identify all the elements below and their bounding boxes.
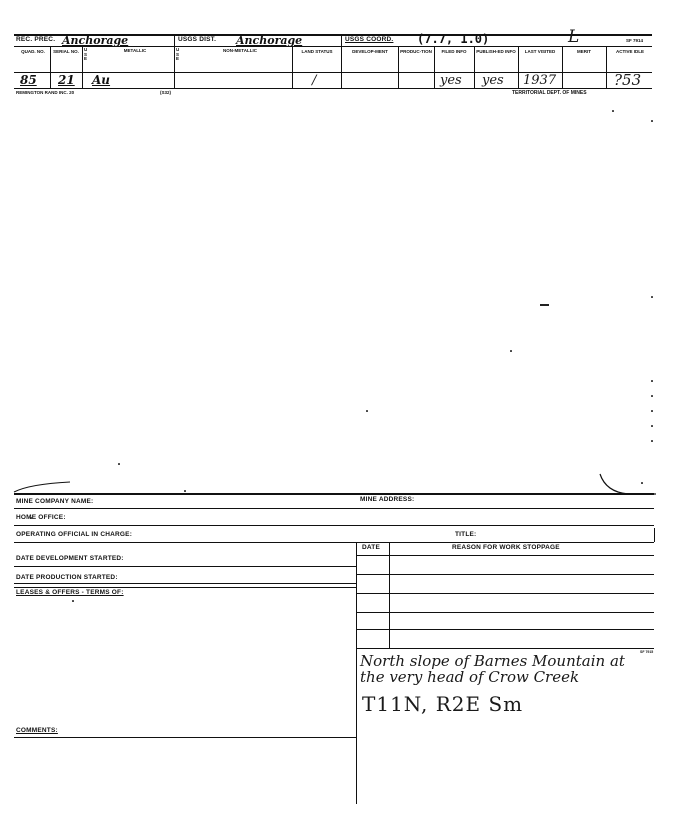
title-label: TITLE: [455,531,477,538]
handwritten-location-line-2: the very head of Crow Creek [360,668,580,686]
form-number-top: SF 7914 [626,38,644,43]
land-status-value: / [312,73,317,88]
col-filed-info: FILED INFO [441,49,467,54]
col-use-nonmetallic: U S E [176,47,180,62]
rec-prec-label: REC. PREC. [16,36,56,43]
date-column-header: DATE [362,544,381,551]
col-metallic: METALLIC [123,48,147,53]
department-name: TERRITORIAL DEPT. OF MINES [512,90,587,96]
metallic-value: Au [92,73,111,87]
reason-column-header: REASON FOR WORK STOPPAGE [452,544,560,551]
date-production-started-label: DATE PRODUCTION STARTED: [16,574,118,581]
col-non-metallic: NON-METALLIC [223,48,257,53]
printer-code: (S32) [160,90,172,95]
home-office-label: HOME OFFICE: [16,514,66,521]
scan-edge-curve [10,470,670,510]
handwritten-township-range: T11N, R2E Sm [362,692,524,716]
published-info-value: yes [482,73,504,88]
col-land-status: LAND STATUS [301,49,333,54]
printer-credit: REMINGTON RAND INC. 20 [16,90,75,95]
col-use-metallic: U S E [84,47,88,62]
col-published-info: PUBLISH-ED INFO [476,49,516,54]
quad-value: 85 [20,73,37,87]
last-visited-value: 1937 [523,73,557,88]
col-development: DEVELOP-MENT [352,49,388,54]
usgs-dist-label: USGS DIST. [178,36,217,43]
col-production: PRODUC-TION [400,49,432,54]
date-development-started-label: DATE DEVELOPMENT STARTED: [16,555,124,562]
filed-info-value: yes [440,73,462,88]
rec-prec-value: Anchorage [62,34,129,47]
active-idle-value: ?53 [614,71,642,89]
handwritten-location-line-1: North slope of Barnes Mountain at [360,652,625,670]
leases-offers-label: LEASES & OFFERS - TERMS OF: [16,589,124,596]
usgs-coord-label: USGS COORD. [345,36,394,43]
mark-value: L [568,27,580,47]
usgs-dist-value: Anchorage [236,34,303,47]
col-active-idle: ACTIVE IDLE [615,49,644,54]
mine-company-name-label: MINE COMPANY NAME: [16,498,94,505]
col-last-visited: LAST VISITED [524,49,556,54]
col-quad-no: QUAD. NO. [21,49,45,54]
mine-address-label: MINE ADDRESS: [360,496,415,503]
comments-label: COMMENTS: [16,727,58,734]
operating-official-label: OPERATING OFFICIAL IN CHARGE: [16,531,133,538]
serial-value: 21 [58,73,75,87]
usgs-coord-value: (7.7, 1.0) [417,32,490,46]
col-merit: MERIT [577,49,591,54]
form-number-bottom: SF 7915 [640,650,654,654]
col-serial-no: SERIAL NO. [53,49,79,54]
